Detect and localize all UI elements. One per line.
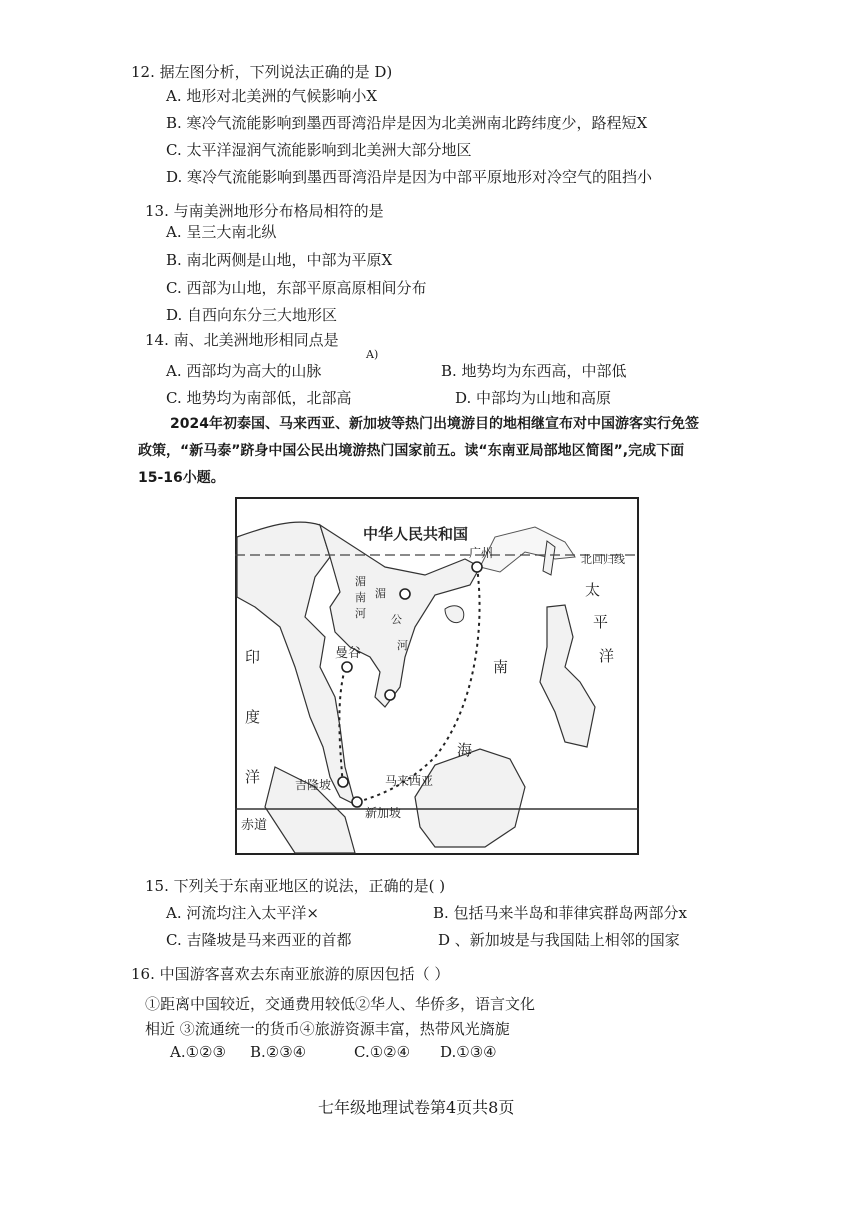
q13-option-d: D. 自西向东分三大地形区 (166, 306, 338, 324)
page-footer: 七年级地理试卷第4页共8页 (318, 1098, 515, 1117)
q12-option-d: D. 寒冷气流能影响到墨西哥湾沿岸是因为中部平原地形对冷空气的阻挡小 (166, 168, 653, 186)
q15-option-d: D 、新加坡是与我国陆上相邻的国家 (438, 931, 680, 949)
q14-option-b: B. 地势均为东西高，中部低 (441, 362, 627, 380)
q14-option-c: C. 地势均为南部低，北部高 (166, 389, 352, 407)
q16-statement-line-2: 相近 ③流通统一的货币④旅游资源丰富，热带风光旖旎 (145, 1020, 510, 1038)
map-label-south-sea-2: 海 (457, 741, 473, 759)
map-label-indian-3: 洋 (245, 768, 261, 786)
map-label-menam-1: 湄 (355, 575, 366, 588)
q13-option-a: A. 呈三大南北纵 (166, 223, 277, 241)
map-label-menam-3: 河 (355, 607, 366, 620)
q16-option-b: B.②③④ (250, 1043, 307, 1061)
q14-answer-mark: A) (366, 348, 379, 361)
map-label-malaysia: 马来西亚 (385, 774, 434, 788)
map-label-equator: 赤道 (241, 818, 268, 833)
southeast-asia-map (235, 497, 639, 855)
map-label-mekong-3: 河 (397, 639, 408, 652)
map-label-mekong-2: 公 (391, 613, 402, 626)
passage-line-3: 15-16小题。 (138, 470, 225, 486)
q14-stem: 14. 南、北美洲地形相同点是 (145, 331, 339, 349)
map-label-pacific-3: 洋 (599, 647, 615, 665)
q15-option-c: C. 吉隆坡是马来西亚的首都 (166, 931, 352, 949)
map-label-pacific-1: 太 (585, 581, 601, 599)
q15-option-a: A. 河流均注入太平洋× (166, 904, 319, 922)
q13-option-b: B. 南北两侧是山地，中部为平原X (166, 251, 393, 269)
map-label-tropic: 北回归线 (581, 553, 625, 566)
q12-option-a: A. 地形对北美洲的气候影响小X (166, 87, 378, 105)
q12-option-c: C. 太平洋湿润气流能影响到北美洲大部分地区 (166, 141, 472, 159)
map-label-menam-2: 南 (355, 591, 366, 604)
q13-stem: 13. 与南美洲地形分布格局相符的是 (145, 202, 384, 220)
q14-option-d: D. 中部均为山地和高原 (455, 389, 612, 407)
q16-option-a: A.①②③ (170, 1043, 226, 1061)
map-label-guangzhou: 广州 (469, 546, 494, 560)
map-label-kuala-lumpur: 吉隆坡 (295, 778, 332, 792)
q16-stem: 16. 中国游客喜欢去东南亚旅游的原因包括（ ） (131, 965, 450, 983)
map-label-pacific-2: 平 (593, 613, 609, 631)
q16-option-d: D.①③④ (440, 1043, 497, 1061)
map-label-indian-2: 度 (245, 708, 261, 726)
q13-option-c: C. 西部为山地，东部平原高原相间分布 (166, 279, 427, 297)
passage-line-2: 政策，“新马泰”跻身中国公民出境游热门国家前五。读“东南亚局部地区简图”,完成下面 (138, 443, 685, 459)
map-label-south-sea-1: 南 (493, 658, 509, 676)
map-label-indian-1: 印 (245, 648, 261, 666)
q12-option-b: B. 寒冷气流能影响到墨西哥湾沿岸是因为北美洲南北跨纬度少，路程短X (166, 114, 648, 132)
map-label-mekong-1: 湄 (375, 587, 386, 600)
map-label-singapore: 新加坡 (365, 806, 402, 820)
q16-option-c: C.①②④ (354, 1043, 411, 1061)
q15-option-b: B. 包括马来半岛和菲律宾群岛两部分x (433, 904, 688, 922)
map-label-bangkok: 曼谷 (335, 646, 362, 661)
map-label-china: 中华人民共和国 (363, 525, 469, 543)
passage-line-1: 2024年初泰国、马来西亚、新加坡等热门出境游目的地相继宣布对中国游客实行免签 (170, 416, 699, 432)
q15-stem: 15. 下列关于东南亚地区的说法，正确的是( ) (145, 877, 446, 895)
q14-option-a: A. 西部均为高大的山脉 (166, 362, 322, 380)
q16-statement-line-1: ①距离中国较近，交通费用较低②华人、华侨多，语言文化 (145, 995, 536, 1013)
q12-stem: 12. 据左图分析，下列说法正确的是 D) (131, 63, 393, 81)
